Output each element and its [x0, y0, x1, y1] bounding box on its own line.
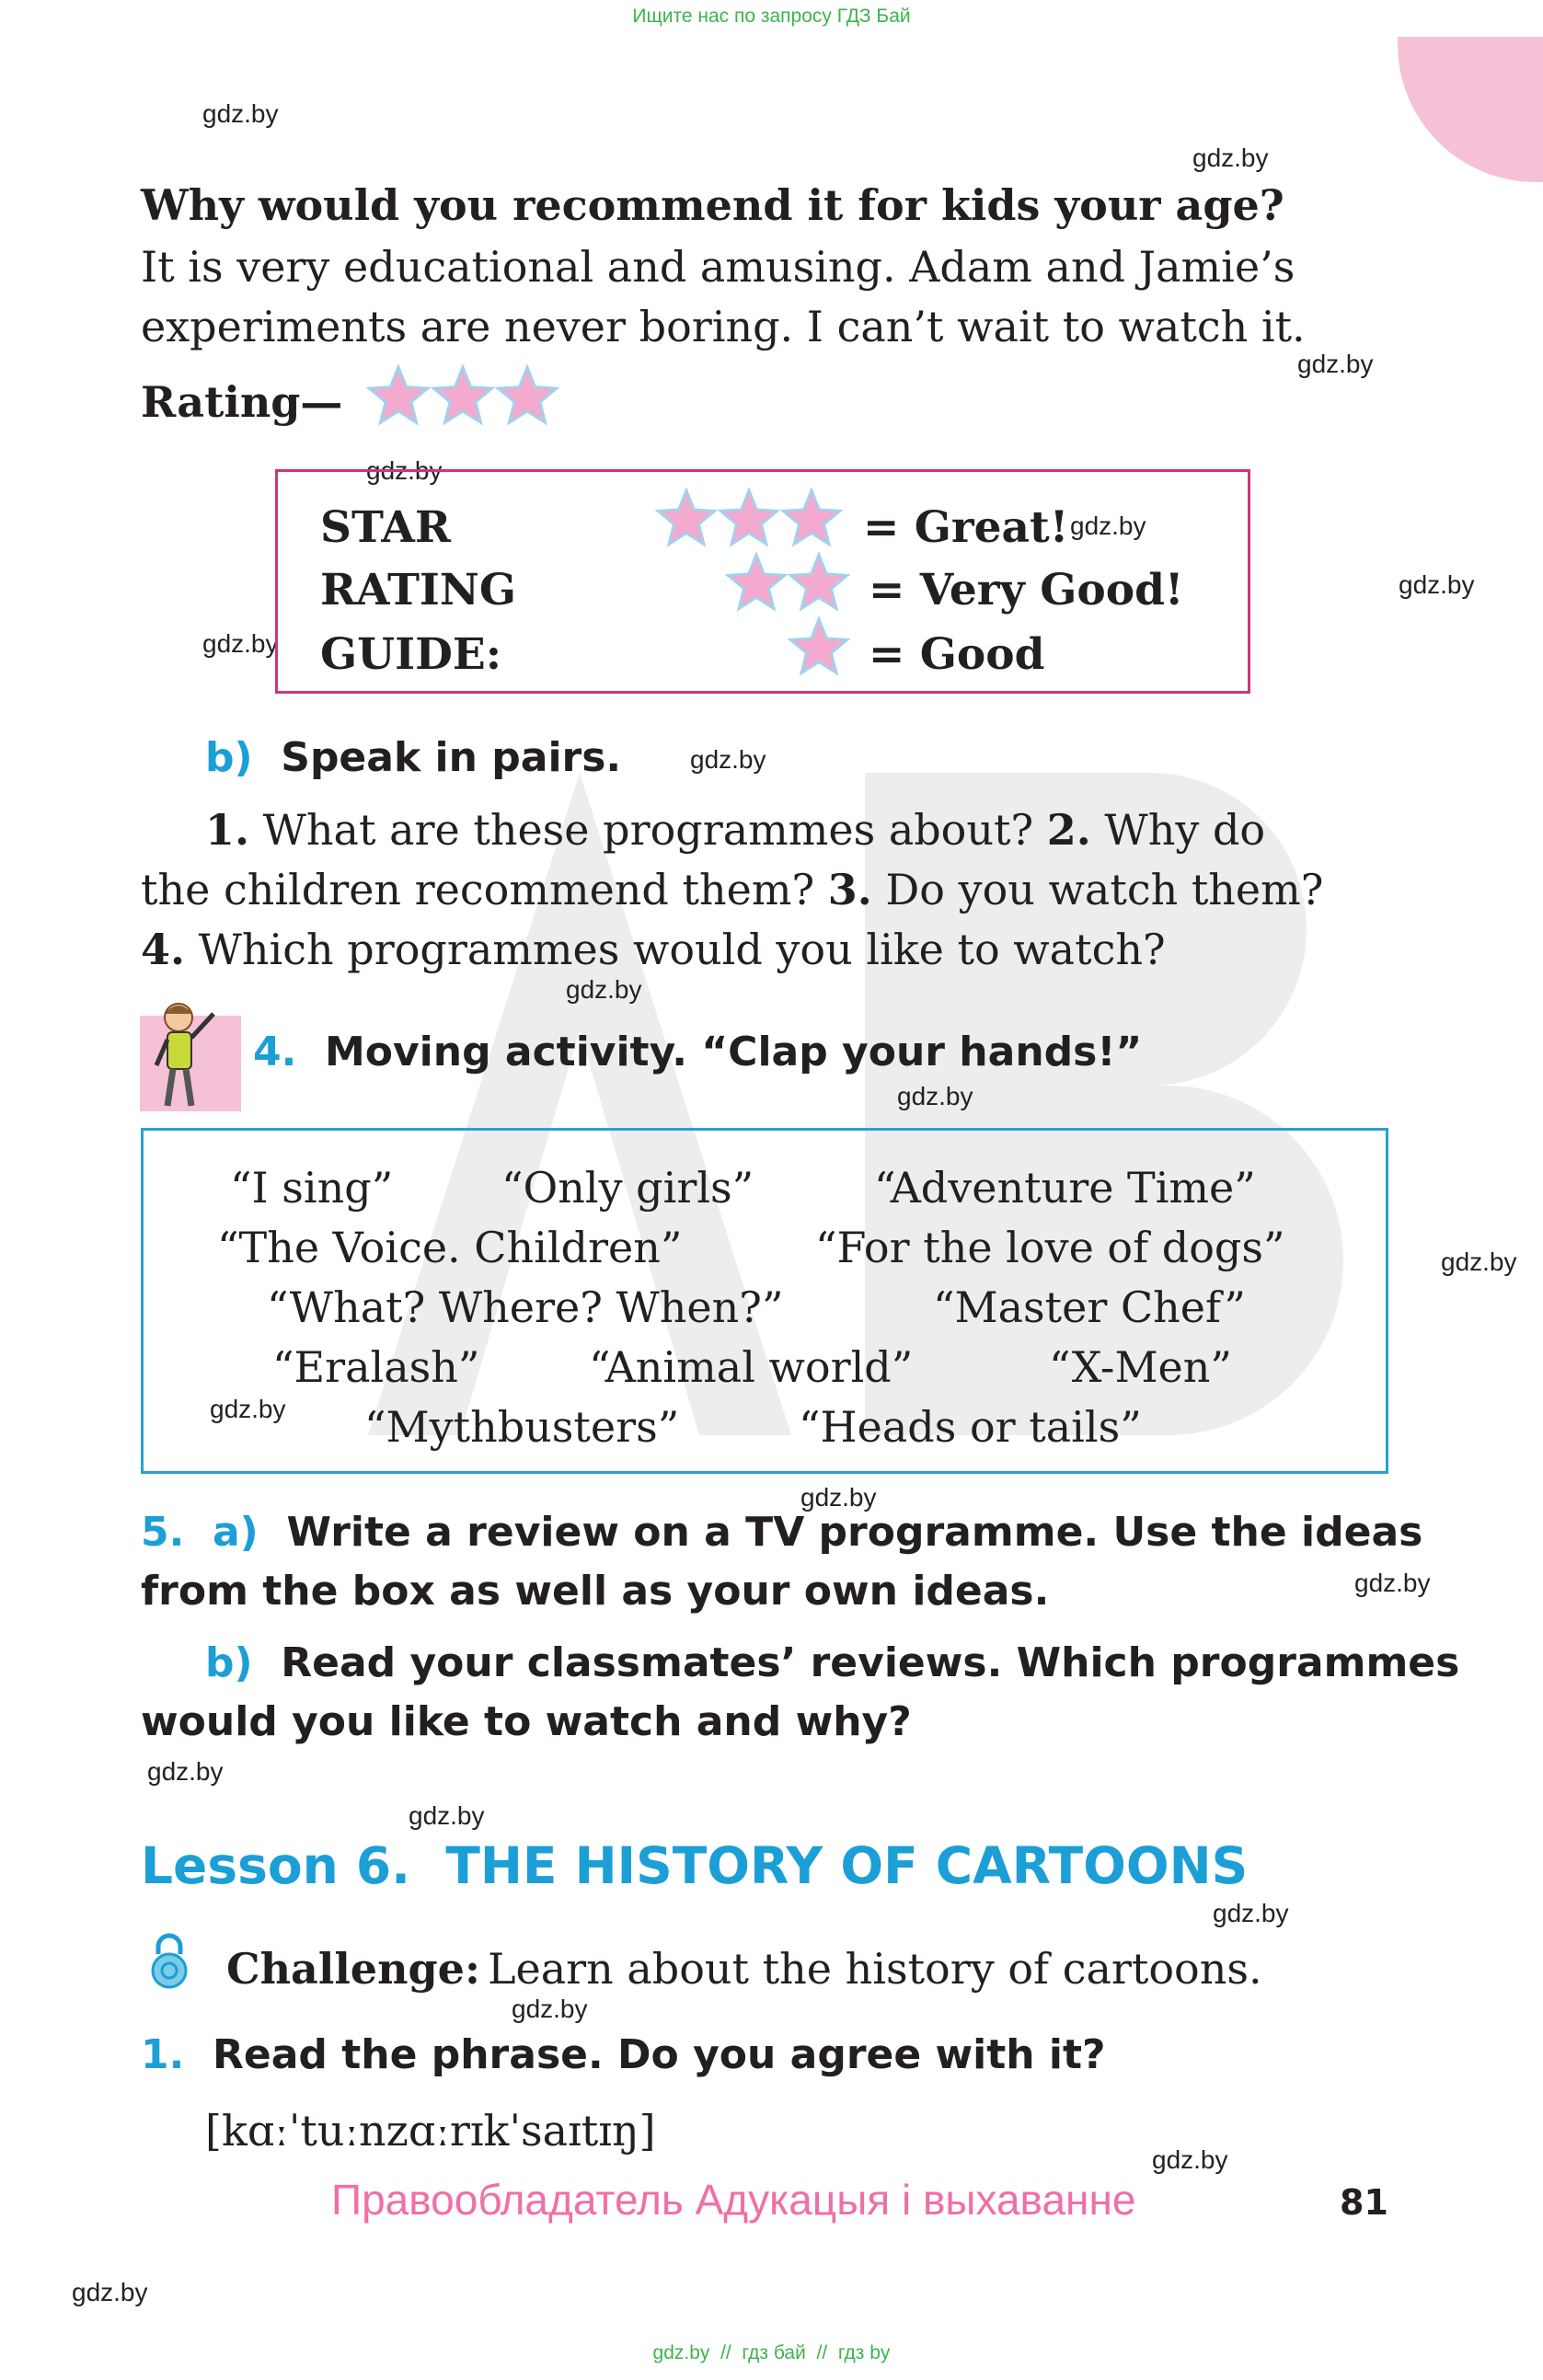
task-title: Read the phrase. Do you agree with it?: [212, 2031, 1106, 2078]
watermark-text: gdz.by: [1213, 1899, 1289, 1927]
task-number: 4.: [253, 1029, 297, 1075]
guide-label-guide: GUIDE:: [320, 629, 502, 680]
task-title: Moving activity. “Clap your hands!”: [324, 1029, 1143, 1075]
task-number: 1.: [141, 2031, 185, 2078]
watermark-text: gdz.by: [897, 1082, 973, 1110]
challenge-label: Challenge:: [226, 1944, 480, 1994]
programme-item: “The Voice. Children”: [217, 1223, 683, 1272]
star-icon: [431, 364, 495, 429]
guide-text-good: = Good: [869, 629, 1045, 680]
guide-stars-good: [788, 616, 850, 684]
star-icon: [366, 364, 431, 429]
question-text: Why do: [1090, 805, 1266, 855]
task-4-heading: [253, 1029, 1142, 1075]
task-3b-line-1: [205, 800, 1265, 860]
lesson-title: THE HISTORY OF CARTOONS: [445, 1836, 1249, 1895]
watermark-text: gdz.by: [1192, 144, 1269, 172]
watermark-text: gdz.by: [690, 745, 766, 774]
programme-item: “Only girls”: [501, 1163, 754, 1213]
task-text: Write a review on a TV programme. Use the ideas: [286, 1509, 1423, 1556]
task-5b-line-2: would you like to watch and why?: [141, 1698, 912, 1745]
lesson-number: Lesson 6.: [141, 1836, 411, 1895]
question-text: Do you watch them?: [871, 865, 1324, 914]
question-text: Which programmes would you like to watch?: [185, 925, 1166, 974]
watermark-text: gdz.by: [1297, 350, 1374, 378]
star-icon: [655, 488, 718, 550]
challenge-text: Learn about the history of cartoons.: [487, 1944, 1262, 1994]
task-3b-line-2: [141, 860, 1323, 920]
watermark-text: gdz.by: [1070, 512, 1146, 540]
watermark-text: gdz.by: [202, 629, 279, 658]
star-icon: [495, 364, 559, 429]
star-icon: [788, 616, 850, 679]
question-number: 2.: [1046, 805, 1091, 855]
question-number: 4.: [141, 925, 186, 974]
watermark-text: gdz.by: [409, 1801, 485, 1830]
guide-text-great: = Great!: [863, 502, 1069, 553]
phrase-transcription: [kɑːˈtuːnzɑːrɪkˈsaɪtɪŋ]: [205, 2106, 656, 2156]
page-corner-tab: [1398, 37, 1543, 182]
watermark-text: gdz.by: [566, 975, 642, 1004]
task-letter: b): [205, 1639, 253, 1686]
rating-label: Rating—: [141, 377, 343, 427]
programme-item: “For the love of dogs”: [815, 1223, 1285, 1272]
programme-item: “Animal world”: [589, 1342, 914, 1392]
guide-stars-great: [655, 488, 843, 555]
task-5a-line-1: [141, 1509, 1422, 1556]
watermark-text: gdz.by: [1399, 570, 1475, 599]
guide-stars-very-good: [725, 552, 850, 619]
programme-item: “Heads or tails”: [799, 1402, 1142, 1452]
review-question: Why would you recommend it for kids your age?: [141, 180, 1284, 230]
challenge-row: [226, 1939, 1262, 1999]
lock-icon: [147, 1932, 191, 1989]
watermark-text: gdz.by: [147, 1757, 224, 1786]
programme-item: “Adventure Time”: [874, 1163, 1256, 1213]
task-3b-heading: [205, 734, 621, 781]
watermark-text: gdz.by: [366, 456, 443, 485]
star-icon: [780, 488, 843, 550]
page-number: 81: [1340, 2182, 1388, 2223]
review-line-2: experiments are never boring. I can’t wait to watch it.: [141, 302, 1306, 351]
task-number: 5.: [141, 1509, 185, 1556]
programme-item: “Eralash”: [272, 1342, 480, 1392]
question-number: 1.: [205, 805, 250, 855]
watermark-text: gdz.by: [1152, 2145, 1228, 2174]
task-letter: b): [205, 734, 253, 781]
rating-stars: [366, 364, 559, 431]
review-line-1: It is very educational and amusing. Adam and Jamie’s: [141, 242, 1295, 292]
guide-label-star: STAR: [320, 502, 451, 553]
watermark-text: gdz.by: [512, 1995, 588, 2023]
programme-item: “X-Men”: [1049, 1342, 1232, 1392]
watermark-text: gdz.by: [202, 99, 279, 128]
task-3b-line-3: [141, 920, 1166, 980]
task-text: Read your classmates’ reviews. Which programmes: [281, 1639, 1460, 1686]
programme-item: “Mythbusters”: [364, 1402, 680, 1452]
star-icon: [788, 552, 850, 615]
watermark-text: gdz.by: [1441, 1247, 1517, 1276]
task-5a-line-2: from the box as well as your own ideas.: [141, 1568, 1050, 1615]
question-number: 3.: [827, 865, 872, 914]
programme-item: “What? Where? When?”: [267, 1282, 784, 1332]
programme-item: “I sing”: [230, 1163, 394, 1213]
guide-text-very-good: = Very Good!: [869, 565, 1184, 615]
watermark-text: gdz.by: [210, 1395, 286, 1423]
lesson-heading: [141, 1836, 1248, 1895]
task-1-heading: [141, 2031, 1106, 2078]
programme-item: “Master Chef”: [933, 1282, 1246, 1332]
task-title: Speak in pairs.: [281, 734, 622, 781]
copyright-holder: Правообладатель Адукацыя і выхаванне: [331, 2176, 1136, 2224]
bottom-links[interactable]: gdz.by // гдз бай // гдз by: [652, 2342, 891, 2363]
watermark-text: gdz.by: [72, 2278, 148, 2306]
task-5b-line-1: [205, 1639, 1459, 1686]
top-search-note[interactable]: Ищите нас по запросу ГДЗ Бай: [632, 6, 911, 27]
question-text: What are these programmes about?: [249, 805, 1047, 855]
star-icon: [718, 488, 780, 550]
watermark-text: gdz.by: [800, 1483, 877, 1512]
boy-waving-icon: [140, 997, 241, 1111]
question-text: the children recommend them?: [141, 865, 828, 914]
task-letter: a): [212, 1509, 259, 1556]
star-icon: [725, 552, 788, 615]
guide-label-rating: RATING: [320, 565, 517, 615]
watermark-text: gdz.by: [1354, 1569, 1431, 1597]
